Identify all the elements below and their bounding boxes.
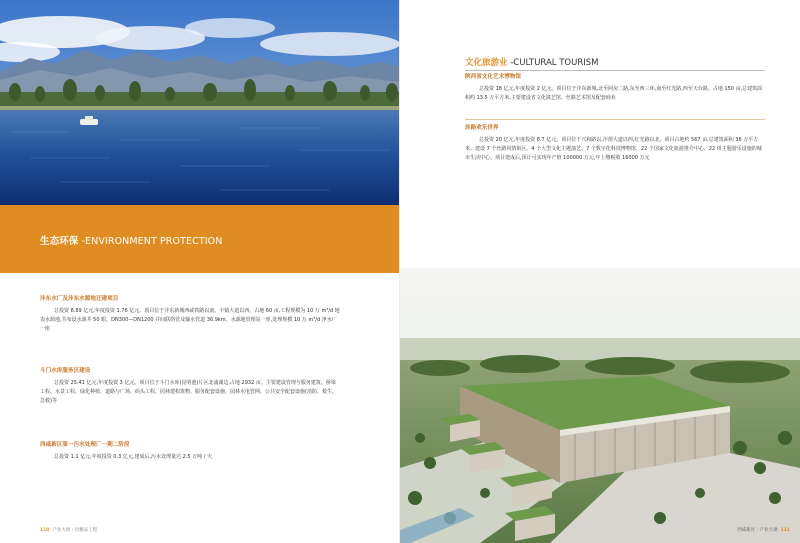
section-banner-title-en: -ENVIRONMENT PROTECTION xyxy=(78,236,223,247)
section-heading xyxy=(465,56,598,68)
project-description: 总投资 25.41 亿元,年度投资 3 亿元。项目位于斗门水库(昆明池)片区北浦湖边,占地 2932 亩。主要建设管理与服务建筑、桥梁工程、水景工程、绿化种植、道路与广场、码头工程、园林建构筑物、服务配套设施、园林水电管网、公共安全配套设施(消防、救生、急救)等 xyxy=(40,380,337,404)
project-section xyxy=(465,125,765,163)
project-title: 沣东水厂及沣东水源地迁建项目 xyxy=(40,296,119,302)
footer-text: 产业大项 · 出精品工程 xyxy=(52,528,98,533)
page-footer xyxy=(737,527,790,533)
museum-rendering-photo xyxy=(400,268,800,543)
section-banner-title xyxy=(40,233,222,247)
project-section xyxy=(465,74,765,103)
project-title: 斗门水库服务区建设 xyxy=(40,368,91,374)
section-divider xyxy=(465,119,765,120)
page-footer xyxy=(40,527,97,533)
project-section xyxy=(40,368,340,406)
project-title: 西咸新区第一污水处理厂一期二阶段 xyxy=(40,442,130,448)
project-description: 总投资 18 亿元,年度投资 2 亿元。项目位于沣东新城,北至阿房二路,东至西三环,南至红光路,西至天台路。占地 150 亩,总建筑面积约 13.5 万平方米,主要建设省文化演艺馆、丝路艺术馆及配套商业 xyxy=(465,86,763,101)
section-banner-title-cn: 生态环保 xyxy=(40,236,79,247)
project-title: 陕西省文化艺术博物馆 xyxy=(465,74,521,80)
footer-text: 西咸新区 · 产业大项 xyxy=(737,528,778,533)
right-page xyxy=(400,0,800,543)
project-section xyxy=(40,442,340,462)
page-number: 110 xyxy=(40,528,50,533)
project-description: 总投资 8.89 亿元,年度投资 1.76 亿元。项目位于沣东新城西咸铁路以南、丰镇大道以西。占地 60 亩,工程规模为 10 万 m³/d 地表水源地,共布设水源井 50 眼、DN300—DN1200 并间联络管及输水管道 36.9km、水源地管理站一座,处理规模 10 万 m³/d 净水厂一座 xyxy=(40,308,340,332)
section-heading-en: -CULTURAL TOURISM xyxy=(507,58,599,68)
lake-mountain-photo xyxy=(0,0,400,205)
heading-divider xyxy=(465,70,765,71)
project-title: 丝路欢乐世界 xyxy=(465,125,499,131)
section-heading-cn: 文化旅游业 xyxy=(465,58,508,68)
page-number: 111 xyxy=(780,528,790,533)
project-section xyxy=(40,296,340,334)
project-description: 总投资 1.1 亿元,年度投资 0.3 亿元,建成后,污水处理量达 2.5 万吨 / 天 xyxy=(54,454,213,460)
project-description: 总投资 20 亿元,年度投资 8.7 亿元。项目位于兴和路以,沣渭大道以西,红光路以北。项目占地约 567 亩,总建筑面积 36 万平方米。建设 7 个丝路风情街区、4 个大型文化主题演艺、7 个数字化科技博物馆、22 个国家文化旅游推介中心、22 组主题游乐设施的城市生活中心。项目建成后,预计可实现年产值 100000 万元,年上缴税收 16000 万元 xyxy=(465,137,762,161)
